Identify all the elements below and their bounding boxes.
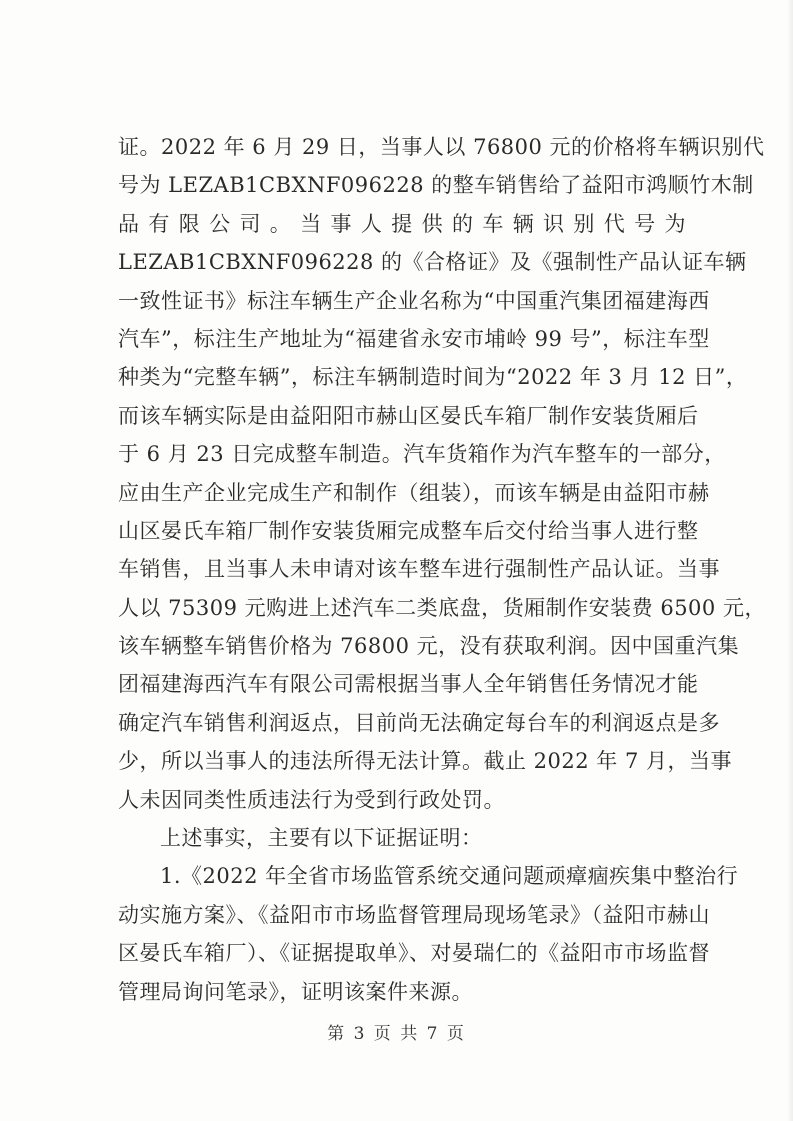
text-line: 动实施方案》、《益阳市市场监督管理局现场笔录》（益阳市赫山 xyxy=(118,902,710,927)
text-line: 汽车”，标注生产地址为“福建省永安市埔岭 99 号”，标注车型 xyxy=(118,326,710,351)
text-line: LEZAB1CBXNF096228 的《合格证》及《强制性产品认证车辆 xyxy=(118,250,747,275)
text-line: 管理局询问笔录》，证明该案件来源。 xyxy=(118,979,473,1004)
text-line: 种类为“完整车辆”，标注车辆制造时间为“2022 年 3 月 12 日”， xyxy=(118,365,748,390)
text-line: 应由生产企业完成生产和制作（组装），而该车辆是由益阳市赫 xyxy=(118,480,710,505)
text-line: 于 6 月 23 日完成整车制造。汽车货箱作为汽车整车的一部分， xyxy=(118,442,726,467)
text-line: 山区晏氏车箱厂制作安装货厢完成整车后交付给当事人进行整 xyxy=(118,518,699,543)
text-line: 少，所以当事人的违法所得无法计算。截止 2022 年 7 月，当事 xyxy=(118,749,733,774)
text-line: 确定汽车销售利润返点，目前尚无法确定每台车的利润返点是多 xyxy=(118,710,720,735)
text-line: 品有限公司。当事人提供的车辆识别代号为 xyxy=(118,211,686,236)
page-number-footer: 第 3 页 共 7 页 xyxy=(327,1024,466,1044)
text-line: 车销售，且当事人未申请对该车整车进行强制性产品认证。当事 xyxy=(118,557,720,582)
text-line: 该车辆整车销售价格为 76800 元，没有获取利润。因中国重汽集 xyxy=(118,634,740,659)
text-line: 人未因同类性质违法行为受到行政处罚。 xyxy=(118,787,505,812)
text-line: 人以 75309 元购进上述汽车二类底盘，货厢制作安装费 6500 元， xyxy=(118,595,766,620)
text-line: 区晏氏车箱厂）、《证据提取单》、对晏瑞仁的《益阳市市场监督 xyxy=(118,941,710,966)
text-line: 团福建海西汽车有限公司需根据当事人全年销售任务情况才能 xyxy=(118,672,699,697)
scan-edge-shadow xyxy=(787,0,793,1121)
text-line: 一致性证书》标注车辆生产企业名称为“中国重汽集团福建海西 xyxy=(118,288,710,313)
text-line: 号为 LEZAB1CBXNF096228 的整车销售给了益阳市鸿顺竹木制 xyxy=(118,173,754,198)
text-line: 证。2022 年 6 月 29 日，当事人以 76800 元的价格将车辆识别代 xyxy=(118,135,765,159)
text-line: 而该车辆实际是由益阳阳市赫山区晏氏车箱厂制作安装货厢后 xyxy=(118,403,699,428)
document-body xyxy=(118,128,766,1011)
evidence-item-1: 1.《2022 年全省市场监管系统交通问题顽瘴痼疾集中整治行 xyxy=(160,864,739,889)
evidence-heading: 上述事实，主要有以下证据证明： xyxy=(160,826,483,851)
